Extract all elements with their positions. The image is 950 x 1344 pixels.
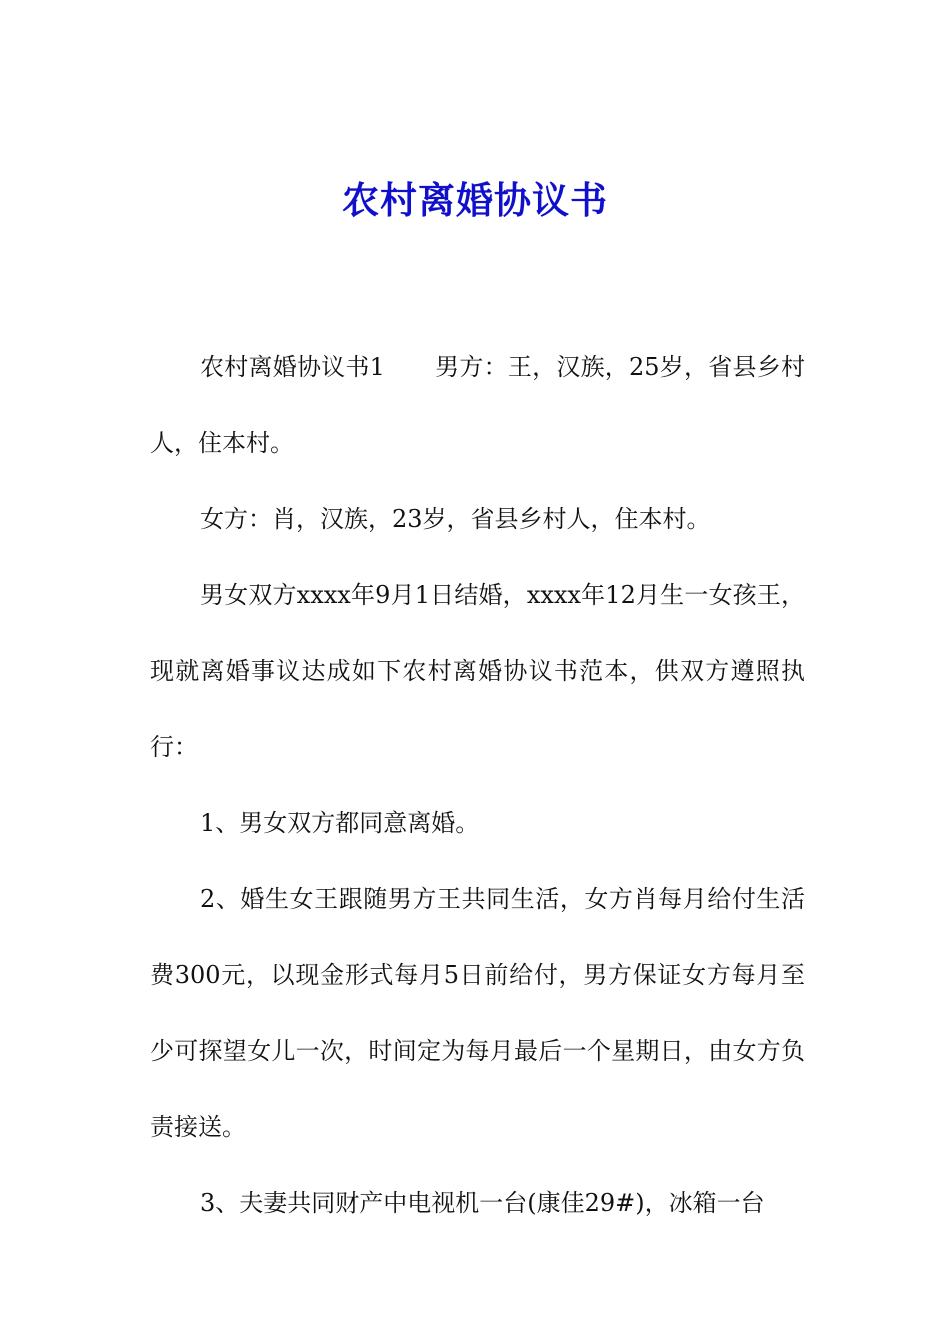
paragraph-2: 女方：肖，汉族，23岁，省县乡村人，住本村。 xyxy=(200,505,711,533)
paragraph-3: 男女双方xxxx年9月1日结婚，xxxx年12月生一女孩王，现就离婚事议达成如下农村离婚协议书范本，供双方遵照执行： xyxy=(150,581,805,761)
paragraph-1-text: 男方：王，汉族，25岁，省县乡村人，住本村。 xyxy=(150,353,805,457)
paragraph-1-lead: 农村离婚协议书1 xyxy=(200,353,385,381)
document-title: 农村离婚协议书 xyxy=(342,179,608,222)
document-body xyxy=(150,329,805,1241)
paragraph-1 xyxy=(150,329,805,481)
paragraph-4: 1、男女双方都同意离婚。 xyxy=(200,809,480,837)
paragraph-5: 2、婚生女王跟随男方王共同生活，女方肖每月给付生活费300元，以现金形式每月5日前给付，男方保证女方每月至少可探望女儿一次，时间定为每月最后一个星期日，由女方负责接送。 xyxy=(150,885,805,1141)
paragraph-6: 3、夫妻共同财产中电视机一台(康佳29#)，冰箱一台 xyxy=(200,1189,765,1217)
